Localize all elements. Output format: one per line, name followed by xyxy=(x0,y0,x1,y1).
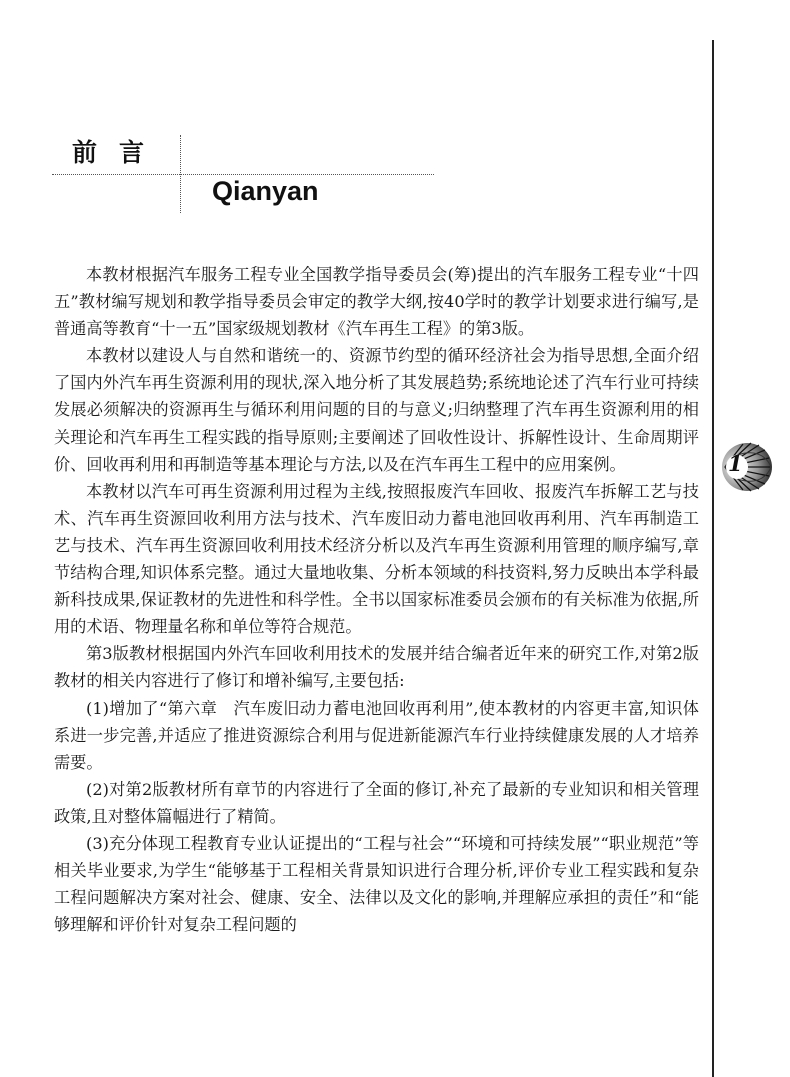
preface-pinyin: Qianyan xyxy=(212,176,319,206)
preface-body xyxy=(54,261,699,938)
page-number-badge xyxy=(719,440,773,494)
paragraph-2: 本教材以建设人与自然和谐统一的、资源节约型的循环经济社会为指导思想,全面介绍了国内外汽车再生资源利用的现状,深入地分析了其发展趋势;系统地论述了汽车行业可持续发展必须解决的资源再生与循环利用问题的目的与意义;归纳整理了汽车再生资源利用的相关理论和汽车再生工程实践的指导原则;主要阐述了回收性设计、拆解性设计、生命周期评价、回收再利用和再制造等基本理论与方法,以及在汽车再生工程中的应用案例。 xyxy=(54,346,699,474)
paragraph-1: 本教材根据汽车服务工程专业全国教学指导委员会(筹)提出的汽车服务工程专业“十四五”教材编写规划和教学指导委员会审定的教学大纲,按40学时的教学计划要求进行编写,是普通高等教育“十一五”国家级规划教材《汽车再生工程》的第3版。 xyxy=(54,265,699,339)
page-number: 1 xyxy=(728,451,743,476)
paragraph-3: 本教材以汽车可再生资源利用过程为主线,按照报废汽车回收、报废汽车拆解工艺与技术、汽车再生资源回收利用方法与技术、汽车废旧动力蓄电池回收再利用、汽车再制造工艺与技术、汽车再生资源回收利用技术经济分析以及汽车再生资源利用管理的顺序编写,章节结构合理,知识体系完整。通过大量地收集、分析本领域的科技资料,努力反映出本学科最新科技成果,保证教材的先进性和科学性。全书以国家标准委员会颁布的有关标准为依据,所用的术语、物理量名称和单位等符合规范。 xyxy=(54,481,699,637)
paragraph-7: (3)充分体现工程教育专业认证提出的“工程与社会”“环境和可持续发展”“职业规范”等相关毕业要求,为学生“能够基于工程相关背景知识进行合理分析,评价专业工程实践和复杂工程问题解决方案对社会、健康、安全、法律以及文化的影响,并理解应承担的责任”和“能够理解和评价针对复杂工程问题的 xyxy=(54,833,699,935)
paragraph-4: 第3版教材根据国内外汽车回收利用技术的发展并结合编者近年来的研究工作,对第2版教材的相关内容进行了修订和增补编写,主要包括: xyxy=(54,644,699,691)
margin-rule xyxy=(712,40,714,1077)
preface-title: 前言 xyxy=(72,138,167,167)
heading-divider-horizontal xyxy=(52,174,434,175)
paragraph-5: (1)增加了“第六章 汽车废旧动力蓄电池回收再利用”,使本教材的内容更丰富,知识体系进一步完善,并适应了推进资源综合利用与促进新能源汽车行业持续健康发展的人才培养需要。 xyxy=(54,698,699,772)
paragraph-6: (2)对第2版教材所有章节的内容进行了全面的修订,补充了最新的专业知识和相关管理政策,且对整体篇幅进行了精简。 xyxy=(54,779,699,826)
